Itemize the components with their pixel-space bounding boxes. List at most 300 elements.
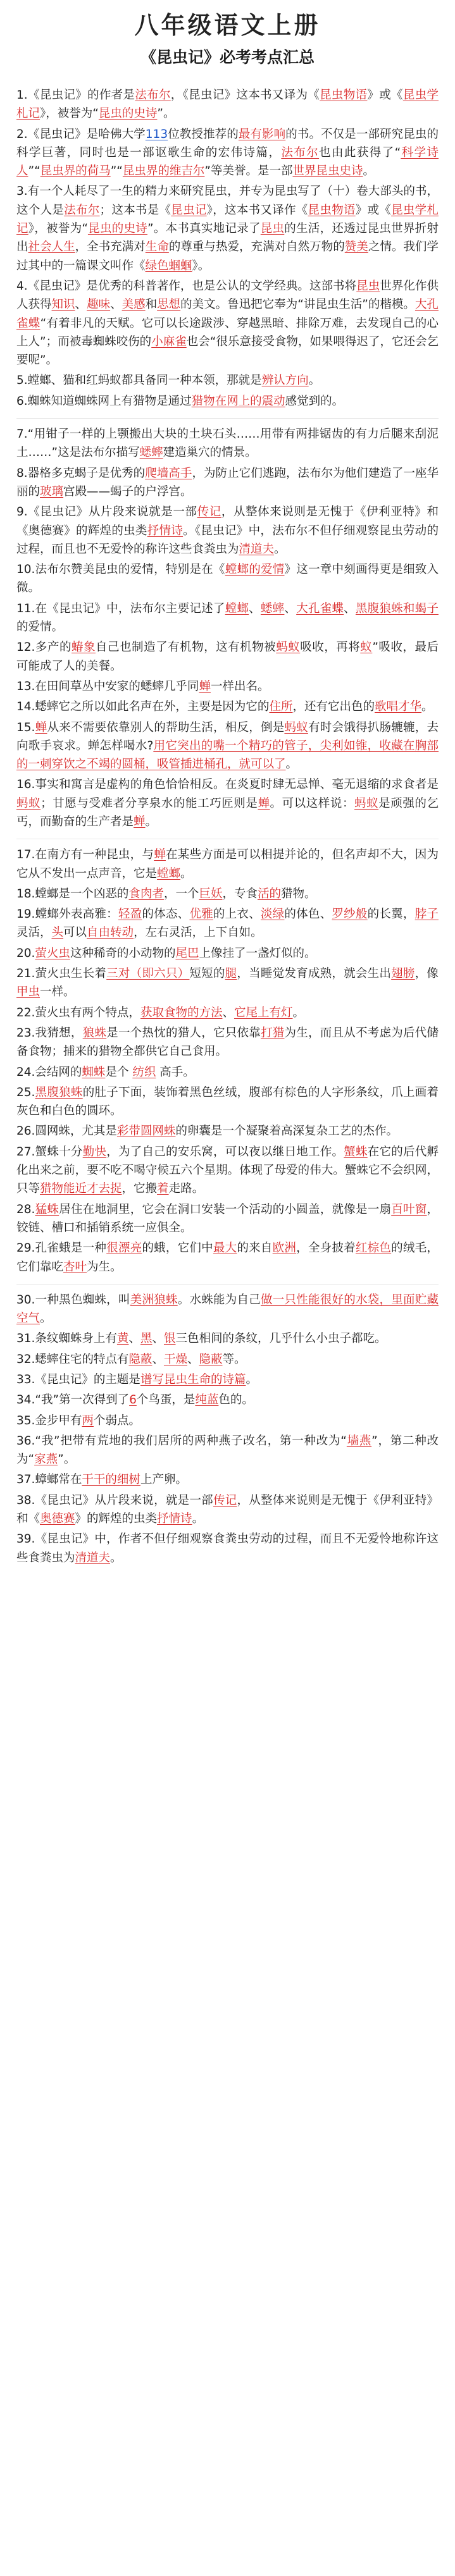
answer-highlight: 食肉者	[128, 887, 164, 901]
note-item	[16, 1530, 439, 1567]
answer-highlight: 爬墙高手	[145, 466, 192, 480]
answer-highlight: 黑腹狼蛛	[35, 1085, 83, 1099]
answer-highlight: 蝉	[258, 796, 270, 810]
note-text: 上产卵。	[140, 1473, 187, 1487]
note-item	[16, 964, 439, 1002]
note-item	[16, 1329, 439, 1348]
answer-highlight: 巨妖	[199, 887, 223, 901]
note-text: 29.孔雀蛾是一种	[16, 1242, 107, 1255]
note-text: 的肚子下面，装饰着黑色丝绒，腹部有棕色的人字形条纹，爪上画着灰色和白色的圆环。	[16, 1085, 439, 1118]
note-text: 》，被誉为“	[28, 222, 88, 236]
answer-highlight: 绿色蝈蝈	[145, 259, 192, 273]
answer-highlight: 玻璃	[40, 484, 64, 498]
answer-highlight: 蟹蛛	[344, 1145, 368, 1159]
answer-highlight: 脖子	[414, 908, 439, 921]
answer-highlight: 蚂蚁	[16, 796, 41, 810]
note-text: 是顽强的乞丐，而勤奋的生产者是	[16, 796, 439, 829]
note-text: 26.圆网蛛，尤其是	[16, 1125, 117, 1138]
note-item	[16, 464, 439, 502]
answer-highlight: 隐蔽	[128, 1352, 153, 1366]
answer-highlight: 黑	[140, 1332, 153, 1346]
answer-highlight: 三对（即六只）	[106, 967, 190, 981]
note-text: 宫殿——蝎子的户浮宫。	[63, 484, 192, 498]
answer-highlight: 干燥	[163, 1352, 187, 1366]
section-divider	[16, 1284, 439, 1285]
note-item	[16, 905, 439, 942]
answer-highlight: 家燕	[34, 1453, 58, 1467]
note-text: ，《昆虫记》这本书又译为《	[170, 89, 320, 102]
note-item	[16, 600, 439, 637]
answer-highlight: 昆虫物语	[308, 203, 356, 217]
note-text: 建造巢穴的情景。	[163, 446, 257, 460]
answer-highlight: 黑腹狼蛛和蝎子	[355, 601, 439, 615]
answer-highlight: 昆虫	[356, 279, 380, 293]
answer-highlight: 螳螂	[225, 601, 249, 615]
note-text: 18.螳螂是一个凶恶的	[16, 887, 129, 901]
note-text: 9.《昆虫记》从片段来说就是一部	[16, 505, 197, 519]
note-text: 个鸟蛋，是	[136, 1393, 196, 1407]
note-text: 。	[274, 542, 286, 556]
answer-highlight: 蝉	[199, 679, 211, 693]
note-item	[16, 1239, 439, 1276]
note-text: ，一个	[163, 887, 199, 901]
notes-section	[16, 1291, 439, 1567]
number-highlight: 113	[145, 127, 168, 141]
note-text: 6.蜘蛛知道蜘蛛网上有猎物是通过	[16, 394, 192, 408]
note-text: 自己也制造了有机物，这有机物被	[96, 641, 277, 655]
note-text: 居住在地洞里，它会在洞口安装一个活动的小圆盖，就像是一扇	[59, 1202, 392, 1216]
note-text: 13.在田间草丛中安家的蟋蟀几乎同	[16, 679, 199, 693]
answer-highlight: 欧洲	[272, 1242, 297, 1255]
answer-highlight: 蝽象	[71, 641, 96, 655]
note-text: 这种稀奇的小动物的	[70, 946, 176, 960]
answer-highlight: 清道夫	[75, 1551, 111, 1565]
note-text: ”，第二种改为“	[16, 1434, 439, 1467]
note-text: ，从整体来说则是无愧于《伊利亚特》和《奥德赛》的辉煌的虫类	[16, 505, 439, 538]
note-text: 2.《昆虫记》是哈佛大学	[16, 127, 146, 141]
note-text: 的尊重与热爱，充满对自然万物的	[168, 240, 345, 254]
note-text: ；这本书是《	[99, 203, 171, 217]
answer-highlight: 蚂蚁	[284, 720, 308, 734]
note-text: 33.《昆虫记》的主题是	[16, 1373, 140, 1386]
note-text: 31.条纹蜘蛛身上有	[16, 1332, 117, 1346]
note-item	[16, 1350, 439, 1369]
answer-highlight: 蝉	[35, 720, 47, 734]
answer-highlight: 法布尔	[135, 89, 171, 102]
answer-highlight: 趣味	[87, 298, 111, 312]
note-item	[16, 125, 439, 181]
note-text: 、	[284, 601, 297, 615]
note-text: ，为了自己的安乐窝，可以夜以继日地工作。	[106, 1145, 344, 1159]
answer-highlight: 生命	[145, 240, 169, 254]
note-text: ，左右灵活，上下自如。	[134, 926, 263, 940]
note-text: 是个	[105, 1065, 133, 1079]
note-text: 的书。不仅是一部研究昆虫的科学巨著，同时也是一部讴歌生命的宏伟诗篇，	[16, 127, 439, 159]
answer-highlight: 着	[157, 1182, 169, 1196]
note-text: 一样出名。	[210, 679, 270, 693]
note-text: ”。本书真实地记录了	[147, 222, 261, 236]
notes-content	[16, 86, 439, 1567]
note-text: 22.萤火虫有两个特点，	[16, 1006, 140, 1020]
note-text: 在它的后代孵化出来之前，要不吃不喝守候五六个星期。体现了母爱的伟大。蟹蛛它不会织网，只等	[16, 1145, 439, 1196]
note-text: 是一个热忱的猎人，它只依靠	[106, 1026, 261, 1040]
note-text: ”吸收，最后可能成了人的美餐。	[16, 641, 439, 673]
answer-highlight: 住所	[269, 700, 293, 714]
answer-highlight: 银	[163, 1332, 176, 1346]
answer-highlight: 纯蓝	[195, 1393, 219, 1407]
answer-highlight: 隐蔽	[199, 1352, 223, 1366]
note-text: 1.《昆虫记》的作者是	[16, 89, 135, 102]
note-text: 短短的	[189, 967, 225, 981]
note-text: 19.螳螂外表高雅：	[16, 908, 118, 921]
note-text: 》，被誉为“	[40, 107, 99, 121]
note-text: 、	[152, 1332, 164, 1346]
note-text: 在某些方面是可以相提并论的，但名声却不大，因为它从不发出一点声音，它是	[16, 848, 439, 880]
note-text: 一样。	[40, 985, 75, 999]
note-item	[16, 371, 439, 390]
answer-highlight: 大孔雀蝶	[296, 601, 344, 615]
answer-highlight: 6	[129, 1393, 137, 1407]
answer-highlight: 知识	[51, 298, 75, 312]
note-text: 。	[40, 1312, 52, 1326]
note-text: 色的。	[218, 1393, 254, 1407]
answer-highlight: 蝉	[154, 848, 166, 862]
note-text: ”等美誉。是一部	[204, 164, 293, 178]
note-item	[16, 560, 439, 598]
note-text: 34.“我”第一次得到了	[16, 1393, 130, 1407]
note-text: 7.“用钳子一样的上颚搬出大块的土块石头……用带有两排锯齿的有力后腿来刮泥土……”这是法布尔描写	[16, 428, 439, 460]
page-title: 八年级语文上册	[134, 11, 321, 39]
note-text: 、	[187, 1352, 199, 1366]
answer-highlight: 美感	[122, 298, 146, 312]
note-text: ”“	[110, 164, 123, 178]
note-item	[16, 1143, 439, 1199]
note-text: 也会“很乐意接受食物，如果喂得迟了，它还会乞要呢”。	[16, 335, 439, 367]
note-item	[16, 503, 439, 558]
answer-highlight: 昆虫界的维吉尔	[122, 164, 205, 178]
note-text: 35.金步甲有	[16, 1414, 82, 1427]
note-text: 之情。我们学过其中的一篇课文叫作《	[16, 240, 439, 273]
note-text: ”。	[157, 107, 175, 121]
answer-highlight: 蝉	[134, 815, 146, 829]
answer-highlight: 获取食物的方法	[140, 1006, 223, 1020]
answer-highlight: 蟋蟀	[139, 446, 163, 460]
answer-highlight: 勤快	[82, 1145, 107, 1159]
answer-highlight: 法布尔	[64, 203, 100, 217]
note-item	[16, 1122, 439, 1140]
note-text: 为生，而且从不考虑为后代储备食物；捕来的猎物全都供它自己食用。	[16, 1026, 439, 1059]
note-text: 38.《昆虫记》从片段来说，就是一部	[16, 1493, 213, 1507]
answer-highlight: 腿	[225, 967, 237, 981]
note-text: 》的辉煌的虫类	[75, 1512, 158, 1526]
note-text: 4.《昆虫记》是优秀的科普著作，也是公认的文学经典。这部书将	[16, 279, 357, 293]
answer-highlight: 昆虫的史诗	[87, 222, 148, 236]
note-text: 》或《	[355, 203, 392, 217]
note-text: 位教授推荐的	[168, 127, 239, 141]
note-text: 。	[192, 1512, 204, 1526]
answer-highlight: 法布尔	[281, 145, 320, 159]
note-text: 16.事实和寓言是虚构的角色恰恰相反。在炎夏时肆无忌惮、毫无退缩的求食者是	[16, 778, 439, 792]
note-text: 的绒毛，它们靠吃	[16, 1242, 439, 1274]
note-text: 36.“我”把带有荒地的我们居所的两种燕子改名，第一种改为“	[16, 1434, 347, 1448]
answer-highlight: 昆虫	[260, 222, 285, 236]
answer-highlight: 彩带圆网蛛	[116, 1125, 176, 1138]
answer-highlight: 头	[51, 926, 64, 940]
note-text: 猎物。	[281, 887, 316, 901]
note-text: 的蛾，它们中	[142, 1242, 213, 1255]
answer-highlight: 思想	[157, 298, 181, 312]
note-text: ，当睡觉发育成熟，就会生出	[237, 967, 392, 981]
note-text: 30.一种黑色蜘蛛，叫	[16, 1293, 130, 1307]
answer-highlight: 墙燕	[346, 1434, 372, 1448]
note-text: 从来不需要依靠别人的帮助生活，相反，倒是	[47, 720, 285, 734]
note-text: 32.蟋蟀住宅的特点有	[16, 1352, 129, 1366]
note-text: 、	[152, 1352, 164, 1366]
section-divider	[16, 418, 439, 419]
answer-highlight: 干干的细树	[82, 1473, 140, 1487]
answer-highlight: 世界昆虫史诗	[292, 164, 363, 178]
note-text: 。《昆虫记》中，法布尔不但仔细观察昆虫劳动的过程，而且也不无爱怜的称许这些食粪虫为	[16, 524, 439, 556]
note-text: 》这一章中刻画得更是细致入微。	[16, 563, 439, 595]
answer-highlight: 罗纱般	[332, 908, 368, 921]
note-text: 可以	[63, 926, 87, 940]
answer-highlight: 螳螂	[157, 866, 181, 880]
note-text: 走路。	[168, 1182, 204, 1196]
note-text: 5.螳螂、猫和红蚂蚁都具备同一种本领，那就是	[16, 374, 262, 388]
note-text: 21.萤火虫生长着	[16, 967, 107, 981]
note-text: 。	[180, 866, 192, 880]
note-item	[16, 1491, 439, 1529]
note-text: 有时会饿得扒肠辘辘，去向歌手哀求。蝉怎样喝水?	[16, 720, 439, 753]
note-item	[16, 885, 439, 903]
note-text: 。水蛛能为自己	[177, 1293, 261, 1307]
answer-highlight: 昆虫的史诗	[98, 107, 158, 121]
answer-highlight: 奥德赛	[40, 1512, 75, 1526]
note-text: 、	[75, 298, 87, 312]
note-text: 3.有一个人耗尽了一生的精力来研究昆虫，并专为昆虫写了（十）卷大部头的书，这个人是	[16, 185, 439, 217]
note-text: ，它搬	[122, 1182, 158, 1196]
note-text: 、	[110, 298, 122, 312]
answer-highlight: 尾巴	[175, 946, 199, 960]
answer-highlight: 抒情诗	[157, 1512, 192, 1526]
note-text: 的体态、	[142, 908, 190, 921]
note-text: 的爱情。	[16, 620, 64, 634]
answer-highlight: 两	[82, 1414, 94, 1427]
answer-highlight: 红棕色	[355, 1242, 392, 1255]
answer-highlight: 科学诗人	[16, 145, 439, 178]
note-text: 三色相间的条纹，几乎什么小虫子都吃。	[175, 1332, 387, 1346]
answer-highlight: 最有影响	[238, 127, 286, 141]
answer-highlight: 歌唱才华	[374, 700, 421, 714]
note-item	[16, 182, 439, 274]
note-text: 。	[246, 1373, 258, 1386]
note-text: 的体色、	[284, 908, 332, 921]
answer-highlight: 大孔雀蝶	[16, 298, 439, 330]
note-text: 39.《昆虫记》中，作者不但仔细观察食粪虫劳动的过程，而且不无爱怜地称许这些食粪虫为	[16, 1532, 439, 1565]
note-item	[16, 392, 439, 410]
note-item	[16, 277, 439, 369]
note-text: ”“	[28, 164, 41, 178]
note-text: 的美文。鲁迅把它奉为“讲昆虫生活”的楷模。	[180, 298, 415, 312]
notes-section	[16, 86, 439, 410]
answer-highlight: 萤火虫	[35, 946, 70, 960]
answer-highlight: 蟋蟀	[260, 601, 285, 615]
note-item	[16, 1024, 439, 1061]
answer-highlight: 甲虫	[16, 985, 41, 999]
note-text: 17.在南方有一种昆虫，与	[16, 848, 154, 862]
note-text: 8.器格多克蝎子是优秀的	[16, 466, 146, 480]
note-item	[16, 846, 439, 883]
answer-highlight: 黄	[116, 1332, 129, 1346]
note-text: 24.会结网的	[16, 1065, 82, 1079]
note-text: 等。	[222, 1352, 246, 1366]
note-text: 37.蟑螂常在	[16, 1473, 82, 1487]
answer-highlight: 自由转动	[87, 926, 134, 940]
note-text: 23.我猜想，	[16, 1026, 83, 1040]
note-item	[16, 1432, 439, 1469]
note-text: 》。	[192, 259, 210, 273]
note-text: ”。	[58, 1453, 76, 1467]
note-text: 的卵囊是一个凝聚着高深复杂工艺的杰作。	[175, 1125, 398, 1138]
note-text: 。	[421, 700, 433, 714]
note-text: 。	[110, 1551, 122, 1565]
note-text: 吸收，再将	[300, 641, 361, 655]
answer-highlight: 翅膀	[391, 967, 415, 981]
note-item	[16, 698, 439, 716]
answer-highlight: 最大	[213, 1242, 237, 1255]
note-text: 。	[145, 815, 158, 829]
answer-highlight: 纺织	[132, 1065, 156, 1079]
answer-highlight: 猎物能近才去捉	[40, 1182, 122, 1196]
note-item	[16, 1063, 439, 1082]
note-text: 。	[285, 758, 298, 772]
answer-highlight: 做一只性能很好的水袋，里面贮藏空气	[16, 1293, 439, 1326]
answer-highlight: 小麻雀	[151, 335, 187, 348]
note-text: 12.多产的	[16, 641, 72, 655]
notes-section	[16, 425, 439, 831]
note-text: 》或《	[367, 89, 403, 102]
note-text: 也由此获得了“	[319, 145, 401, 159]
note-text: 15.	[16, 720, 35, 734]
note-item	[16, 1391, 439, 1409]
note-text: 感觉到的。	[285, 394, 344, 408]
answer-highlight: 螳螂的爱情	[225, 563, 285, 577]
note-text: 上像挂了一盏灯似的。	[199, 946, 316, 960]
answer-highlight: 很漂亮	[106, 1242, 142, 1255]
note-text: 。可以这样说：	[270, 796, 355, 810]
answer-highlight: 猎物在网上的震动	[191, 394, 285, 408]
note-text: 、	[344, 601, 356, 615]
answer-highlight: 活的	[257, 887, 281, 901]
answer-highlight: 传记	[197, 505, 221, 519]
note-text: 灵活，	[16, 926, 52, 940]
answer-highlight: 轻盈	[118, 908, 142, 921]
answer-highlight: 蚂蚁	[276, 641, 301, 655]
note-text: 、	[222, 1006, 234, 1020]
answer-highlight: 狼蛛	[82, 1026, 107, 1040]
answer-highlight: 昆虫记	[171, 203, 207, 217]
notes-section	[16, 846, 439, 1276]
answer-highlight: 用它突出的嘴一个精巧的管子，尖利如锥，收藏在胸部的一刺穿饮之不竭的圆桶，吸管插进桶孔，就可以了	[16, 739, 439, 772]
note-text: ，还有它出色的	[292, 700, 375, 714]
note-item	[16, 1470, 439, 1489]
answer-highlight: 抒情诗	[147, 524, 184, 538]
answer-highlight: 昆虫学札记	[16, 203, 439, 236]
answer-highlight: 它尾上有灯	[234, 1006, 293, 1020]
note-text: 高手。	[156, 1065, 195, 1079]
answer-highlight: 蚁	[360, 641, 373, 655]
answer-highlight: 昆虫界的荷马	[40, 164, 111, 178]
note-item	[16, 638, 439, 675]
answer-highlight: 昆虫学札记	[16, 89, 439, 121]
answer-highlight: 美洲狼蛛	[130, 1293, 178, 1307]
note-text: 的长翼，	[367, 908, 415, 921]
note-item	[16, 86, 439, 123]
note-text: 、	[249, 601, 261, 615]
answer-highlight: 谱写昆虫生命的诗篇	[140, 1373, 246, 1386]
note-text: 、	[128, 1332, 140, 1346]
note-text: ，全书充满对	[75, 240, 146, 254]
note-text: 的生活，还透过昆虫世界折射出	[16, 222, 439, 254]
note-item	[16, 1412, 439, 1430]
note-item	[16, 775, 439, 831]
note-text: 20.	[16, 946, 35, 960]
note-item	[16, 718, 439, 774]
answer-highlight: 昆虫物语	[320, 89, 368, 102]
answer-highlight: 打猎	[260, 1026, 285, 1040]
note-text: 个弱点。	[93, 1414, 140, 1427]
note-text: 10.法布尔赞美昆虫的爱情，特别是在《	[16, 563, 225, 577]
note-text: 。	[308, 374, 321, 388]
answer-highlight: 辨认方向	[261, 374, 309, 388]
note-text: 和	[145, 298, 158, 312]
answer-highlight: 优雅	[189, 908, 213, 921]
note-item	[16, 1004, 439, 1022]
answer-highlight: 淡绿	[260, 908, 285, 921]
note-text: ，铰链、槽口和插销系统一应俱全。	[16, 1202, 439, 1235]
note-text: ，从整体来说则是无愧于《伊利亚特》和《	[16, 1493, 439, 1526]
answer-highlight: 蚂蚁	[354, 796, 379, 810]
note-text: ，像	[414, 967, 439, 981]
note-text: ，专食	[222, 887, 258, 901]
answer-highlight: 赞美	[344, 240, 368, 254]
note-text: 11.在《昆虫记》中，法布尔主要记述了	[16, 601, 225, 615]
note-item	[16, 1371, 439, 1389]
note-text: “有着非凡的天赋。它可以长途跋涉、穿越黑暗、排除万难，去发现自己的心上人”；而被毒蜘蛛咬伤的	[16, 316, 439, 348]
note-item	[16, 944, 439, 963]
note-text: ；甘愿与受难者分享泉水的能工巧匠则是	[41, 796, 258, 810]
note-text: 的上衣、	[213, 908, 261, 921]
note-item	[16, 425, 439, 462]
answer-highlight: 清道夫	[239, 542, 275, 556]
answer-highlight: 杏叶	[63, 1260, 87, 1274]
note-item	[16, 1200, 439, 1238]
answer-highlight: 百叶窗	[391, 1202, 427, 1216]
note-text: 。	[363, 164, 375, 178]
note-text: ，为防止它们逃跑，法布尔为他们建造了一座华丽的	[16, 466, 439, 498]
answer-highlight: 传记	[213, 1493, 237, 1507]
page-subtitle: 《昆虫记》必考考点汇总	[140, 48, 315, 66]
note-text: 为生。	[87, 1260, 122, 1274]
note-text: 。	[292, 1006, 304, 1020]
note-text: 14.蟋蟀它之所以如此名声在外，主要是因为它的	[16, 700, 270, 714]
note-item	[16, 677, 439, 696]
note-item	[16, 1291, 439, 1328]
note-text: 》，这本书又译作《	[206, 203, 308, 217]
note-text: 世界化作供人获得	[16, 279, 439, 312]
note-text: 25.	[16, 1085, 35, 1099]
note-text: 28.	[16, 1202, 35, 1216]
